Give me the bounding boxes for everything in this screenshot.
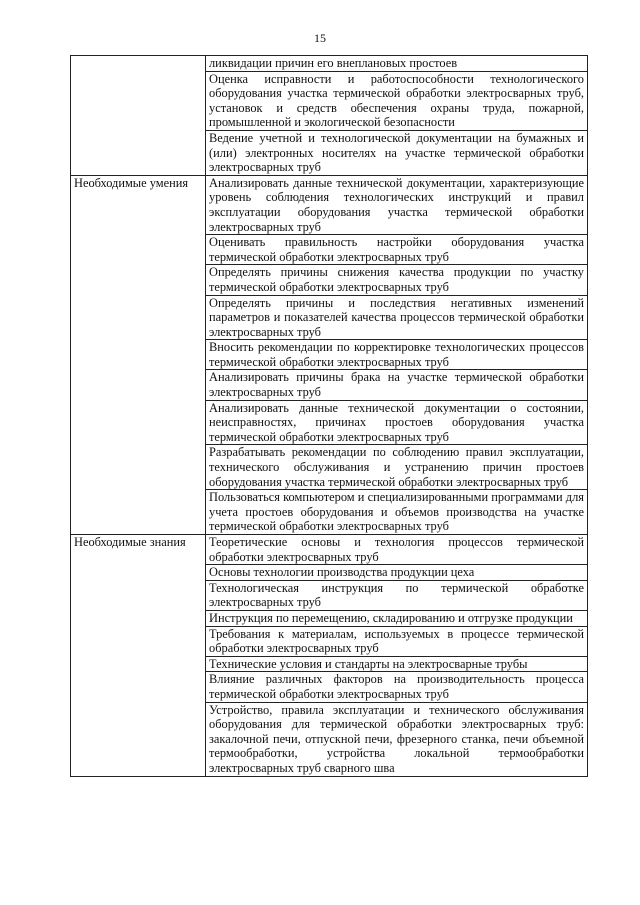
section-label: Необходимые умения bbox=[71, 175, 206, 534]
table-cell: Анализировать данные технической документации, характеризующие уровень соблюдения технологических инструкций и правил эксплуатации оборудования участка термической обработки электросварных труб bbox=[206, 175, 588, 234]
requirements-table bbox=[70, 55, 588, 777]
section-label bbox=[71, 56, 206, 176]
table-cell: Пользоваться компьютером и специализированными программами для учета простоев оборудования и объемов производства на участке термической обработки электросварных труб bbox=[206, 490, 588, 535]
table-row bbox=[71, 175, 588, 234]
table-cell: Анализировать данные технической документации о состоянии, неисправностях, причинах простоев оборудования участка термической обработки электросварных труб bbox=[206, 400, 588, 445]
table-cell: Устройство, правила эксплуатации и технического обслуживания оборудования для термической обработки электросварных труб: закалочной печи, отпускной печи, фрезерного станка, печи объемной термообработки, устройства локальной термообработки электросварных труб сварного шва bbox=[206, 702, 588, 776]
table-cell: Определять причины и последствия негативных изменений параметров и показателей качества процессов термической обработки электросварных труб bbox=[206, 295, 588, 340]
table-cell: Теоретические основы и технология процессов термической обработки электросварных труб bbox=[206, 535, 588, 565]
section-label: Необходимые знания bbox=[71, 535, 206, 777]
table-cell: Разрабатывать рекомендации по соблюдению правил эксплуатации, технического обслуживания и устранению причин простоев оборудования участка термической обработки электросварных труб bbox=[206, 445, 588, 490]
table-row bbox=[71, 535, 588, 565]
table-cell: Требования к материалам, используемых в процессе термической обработки электросварных труб bbox=[206, 626, 588, 656]
table-cell: Анализировать причины брака на участке термической обработки электросварных труб bbox=[206, 370, 588, 400]
table-cell: Влияние различных факторов на производительность процесса термической обработки электросварных труб bbox=[206, 672, 588, 702]
table-cell: Основы технологии производства продукции цеха bbox=[206, 565, 588, 581]
table-cell: Инструкция по перемещению, складированию и отгрузке продукции bbox=[206, 610, 588, 626]
requirements-table-body bbox=[71, 56, 588, 777]
table-cell: Определять причины снижения качества продукции по участку термической обработки электросварных труб bbox=[206, 265, 588, 295]
table-cell: Технологическая инструкция по термической обработке электросварных труб bbox=[206, 580, 588, 610]
table-cell: Оценивать правильность настройки оборудования участка термической обработки электросварных труб bbox=[206, 235, 588, 265]
table-cell: Технические условия и стандарты на электросварные трубы bbox=[206, 656, 588, 672]
table-cell: Оценка исправности и работоспособности технологического оборудования участка термической обработки электросварных труб, установок и средств обеспечения охраны труда, пожарной, промышленной и экологической безопасности bbox=[206, 71, 588, 130]
table-cell: Ведение учетной и технологической документации на бумажных и (или) электронных носителях на участке термической обработки электросварных труб bbox=[206, 130, 588, 175]
page-number: 15 bbox=[314, 31, 326, 45]
table-row bbox=[71, 56, 588, 72]
table-cell: ликвидации причин его внеплановых простоев bbox=[206, 56, 588, 72]
table-cell: Вносить рекомендации по корректировке технологических процессов термической обработки электросварных труб bbox=[206, 340, 588, 370]
